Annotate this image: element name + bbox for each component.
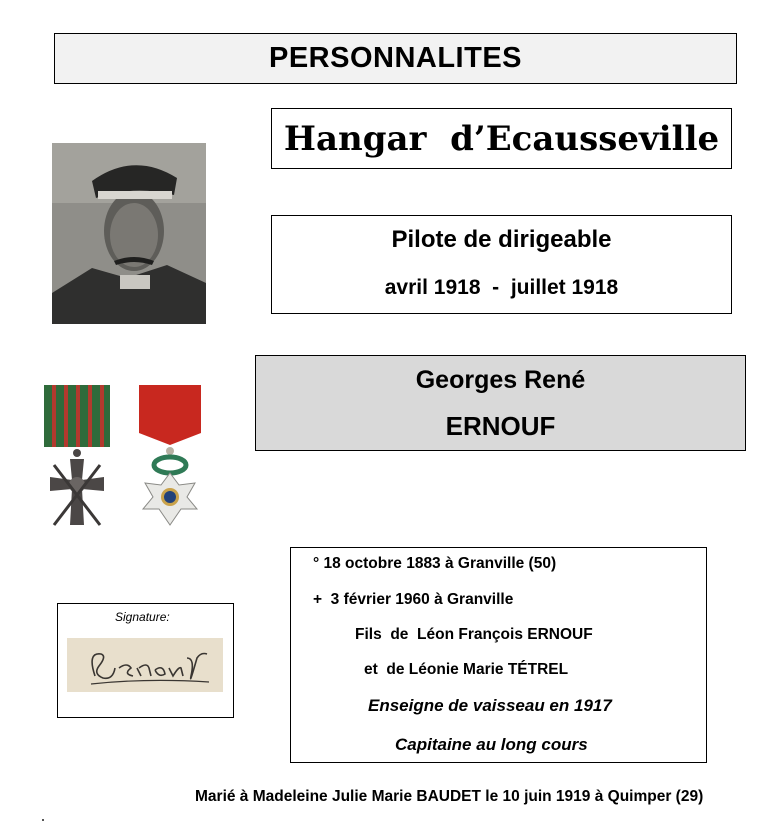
page-title: PERSONNALITES [268,42,523,74]
mother-line: et de Léonie Marie TÉTREL [364,661,569,678]
page-dot [42,819,44,821]
legion-honneur-icon [135,385,207,535]
rank-line-1: Enseigne de vaisseau en 1917 [368,696,612,715]
role-dates: avril 1918 - juillet 1918 [384,276,619,299]
role-title: Pilote de dirigeable [391,226,612,253]
signature-image [67,638,223,692]
bio-box [290,547,707,763]
portrait-image [52,143,206,324]
person-first-names: Georges René [415,366,586,394]
birth-line: ° 18 octobre 1883 à Granville (50) [313,555,557,572]
role-box [271,215,732,314]
signature-handwriting-icon [67,638,223,692]
croix-de-guerre-icon [42,385,114,535]
signature-box [57,603,234,718]
croix-de-guerre-medal [42,385,114,535]
death-line: + 3 février 1960 à Granville [313,591,514,608]
place-box [271,108,732,169]
rank-line-2: Capitaine au long cours [395,735,588,754]
legion-honneur-medal [135,385,207,535]
name-box [255,355,746,451]
portrait-photo [52,143,206,324]
header-box [54,33,737,84]
person-surname: ERNOUF [445,411,556,441]
signature-label: Signature: [115,610,170,624]
place-title: Hangar d’Ecausseville [283,118,720,159]
father-line: Fils de Léon François ERNOUF [355,626,593,643]
marriage-note: Marié à Madeleine Julie Marie BAUDET le 10 juin 1919 à Quimper (29) [195,788,704,805]
